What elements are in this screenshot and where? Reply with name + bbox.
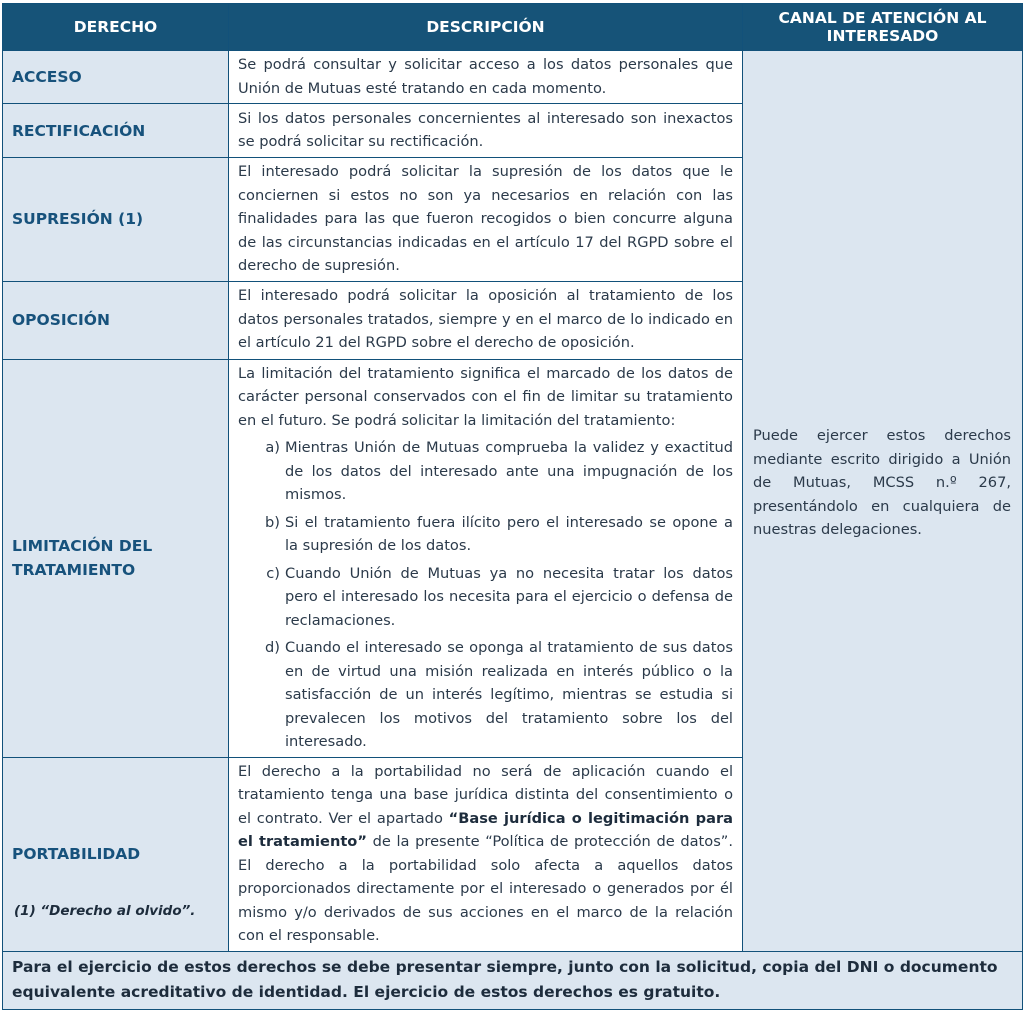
row-desc-supresion: El interesado podrá solicitar la supresión de los datos que le conciernen si estos no son ya necesarios en relación con las finalidades para las que fueron recogidos o bien concurre alguna de las circunstancias indicadas en el artículo 17 del RGPD sobre el derecho de supresión.: [229, 158, 743, 282]
limitacion-item: [238, 511, 733, 558]
canal-cell: [743, 51, 1023, 952]
row-name-portabilidad: PORTABILIDAD: [3, 757, 229, 951]
row-name-rectificacion: RECTIFICACIÓN: [3, 104, 229, 158]
portabilidad-desc-part2: de la presente “Política de protección de datos”. El derecho a la portabilidad solo afecta a aquellos datos proporcionados directamente por el interesado o generados por él mismo y/o derivados de sus acciones en el marco de la relación con el responsable.: [238, 833, 733, 944]
row-name-limitacion: LIMITACIÓN DEL TRATAMIENTO: [3, 359, 229, 757]
limitacion-item: [238, 562, 733, 633]
limitacion-item-letter: d): [265, 639, 280, 656]
row-desc-oposicion: El interesado podrá solicitar la oposición al tratamiento de los datos personales tratados, siempre y en el marco de lo indicado en el artículo 21 del RGPD sobre el derecho de oposición.: [229, 281, 743, 359]
limitacion-item-text: Si el tratamiento fuera ilícito pero el interesado se opone a la supresión de los datos.: [285, 513, 733, 554]
row-name-oposicion: OPOSICIÓN: [3, 281, 229, 359]
limitacion-intro: La limitación del tratamiento significa el marcado de los datos de carácter personal conservados con el fin de limitar su tratamiento en el futuro. Se podrá solicitar la limitación del tratamiento:: [238, 364, 733, 429]
row-desc-portabilidad: [229, 757, 743, 951]
limitacion-item-letter: a): [265, 439, 280, 456]
limitacion-item: [238, 636, 733, 754]
header-canal: CANAL DE ATENCIÓN AL INTERESADO: [743, 4, 1023, 51]
limitacion-item-text: Mientras Unión de Mutuas comprueba la validez y exactitud de los datos del interesado ante una impugnación de los mismos.: [285, 439, 733, 503]
limitacion-item-letter: b): [265, 513, 280, 531]
canal-text: Puede ejercer estos derechos mediante escrito dirigido a Unión de Mutuas, MCSS n.º 267, presentándolo en cualquiera de nuestras delegaciones.: [753, 427, 1011, 538]
row-desc-rectificacion: Si los datos personales concernientes al interesado son inexactos se podrá solicitar su rectificación.: [229, 104, 743, 158]
limitacion-item: [238, 436, 733, 507]
row-desc-limitacion: [229, 359, 743, 757]
portabilidad-desc-part1: El derecho a la portabilidad no será de aplicación cuando el tratamiento tenga una base jurídica distinta del consentimiento o el contrato. Ver el apartado: [238, 762, 733, 827]
rights-table: [2, 3, 1023, 1010]
header-derecho: DERECHO: [3, 4, 229, 51]
header-descripcion: DESCRIPCIÓN: [229, 4, 743, 51]
header-row: [3, 4, 1023, 51]
limitacion-item-text: Cuando Unión de Mutuas ya no necesita tratar los datos pero el interesado los necesita para el ejercicio o defensa de reclamaciones.: [285, 564, 733, 629]
row-name-acceso: ACCESO: [3, 51, 229, 104]
requirements-note: Para el ejercicio de estos derechos se debe presentar siempre, junto con la solicitud, copia del DNI o documento equivalente acreditativo de identidad. El ejercicio de estos derechos es gratuito.: [3, 951, 1023, 1009]
row-name-supresion: SUPRESIÓN (1): [3, 158, 229, 282]
limitacion-item-text: Cuando el interesado se oponga al tratamiento de sus datos en de virtud una misión realizada en interés público o la satisfacción de un interés legítimo, mientras se estudia si prevalecen los motivos del tratamiento sobre los del interesado.: [285, 639, 733, 750]
row-acceso: [3, 51, 1023, 104]
limitacion-item-letter: c): [266, 564, 280, 582]
footnote: (1) “Derecho al olvido”.: [14, 903, 196, 919]
row-desc-acceso: Se podrá consultar y solicitar acceso a los datos personales que Unión de Mutuas esté tratando en cada momento.: [229, 51, 743, 104]
note-row: [3, 951, 1023, 1009]
portabilidad-desc-bold: “Base jurídica o legitimación para el tratamiento”: [238, 809, 734, 850]
